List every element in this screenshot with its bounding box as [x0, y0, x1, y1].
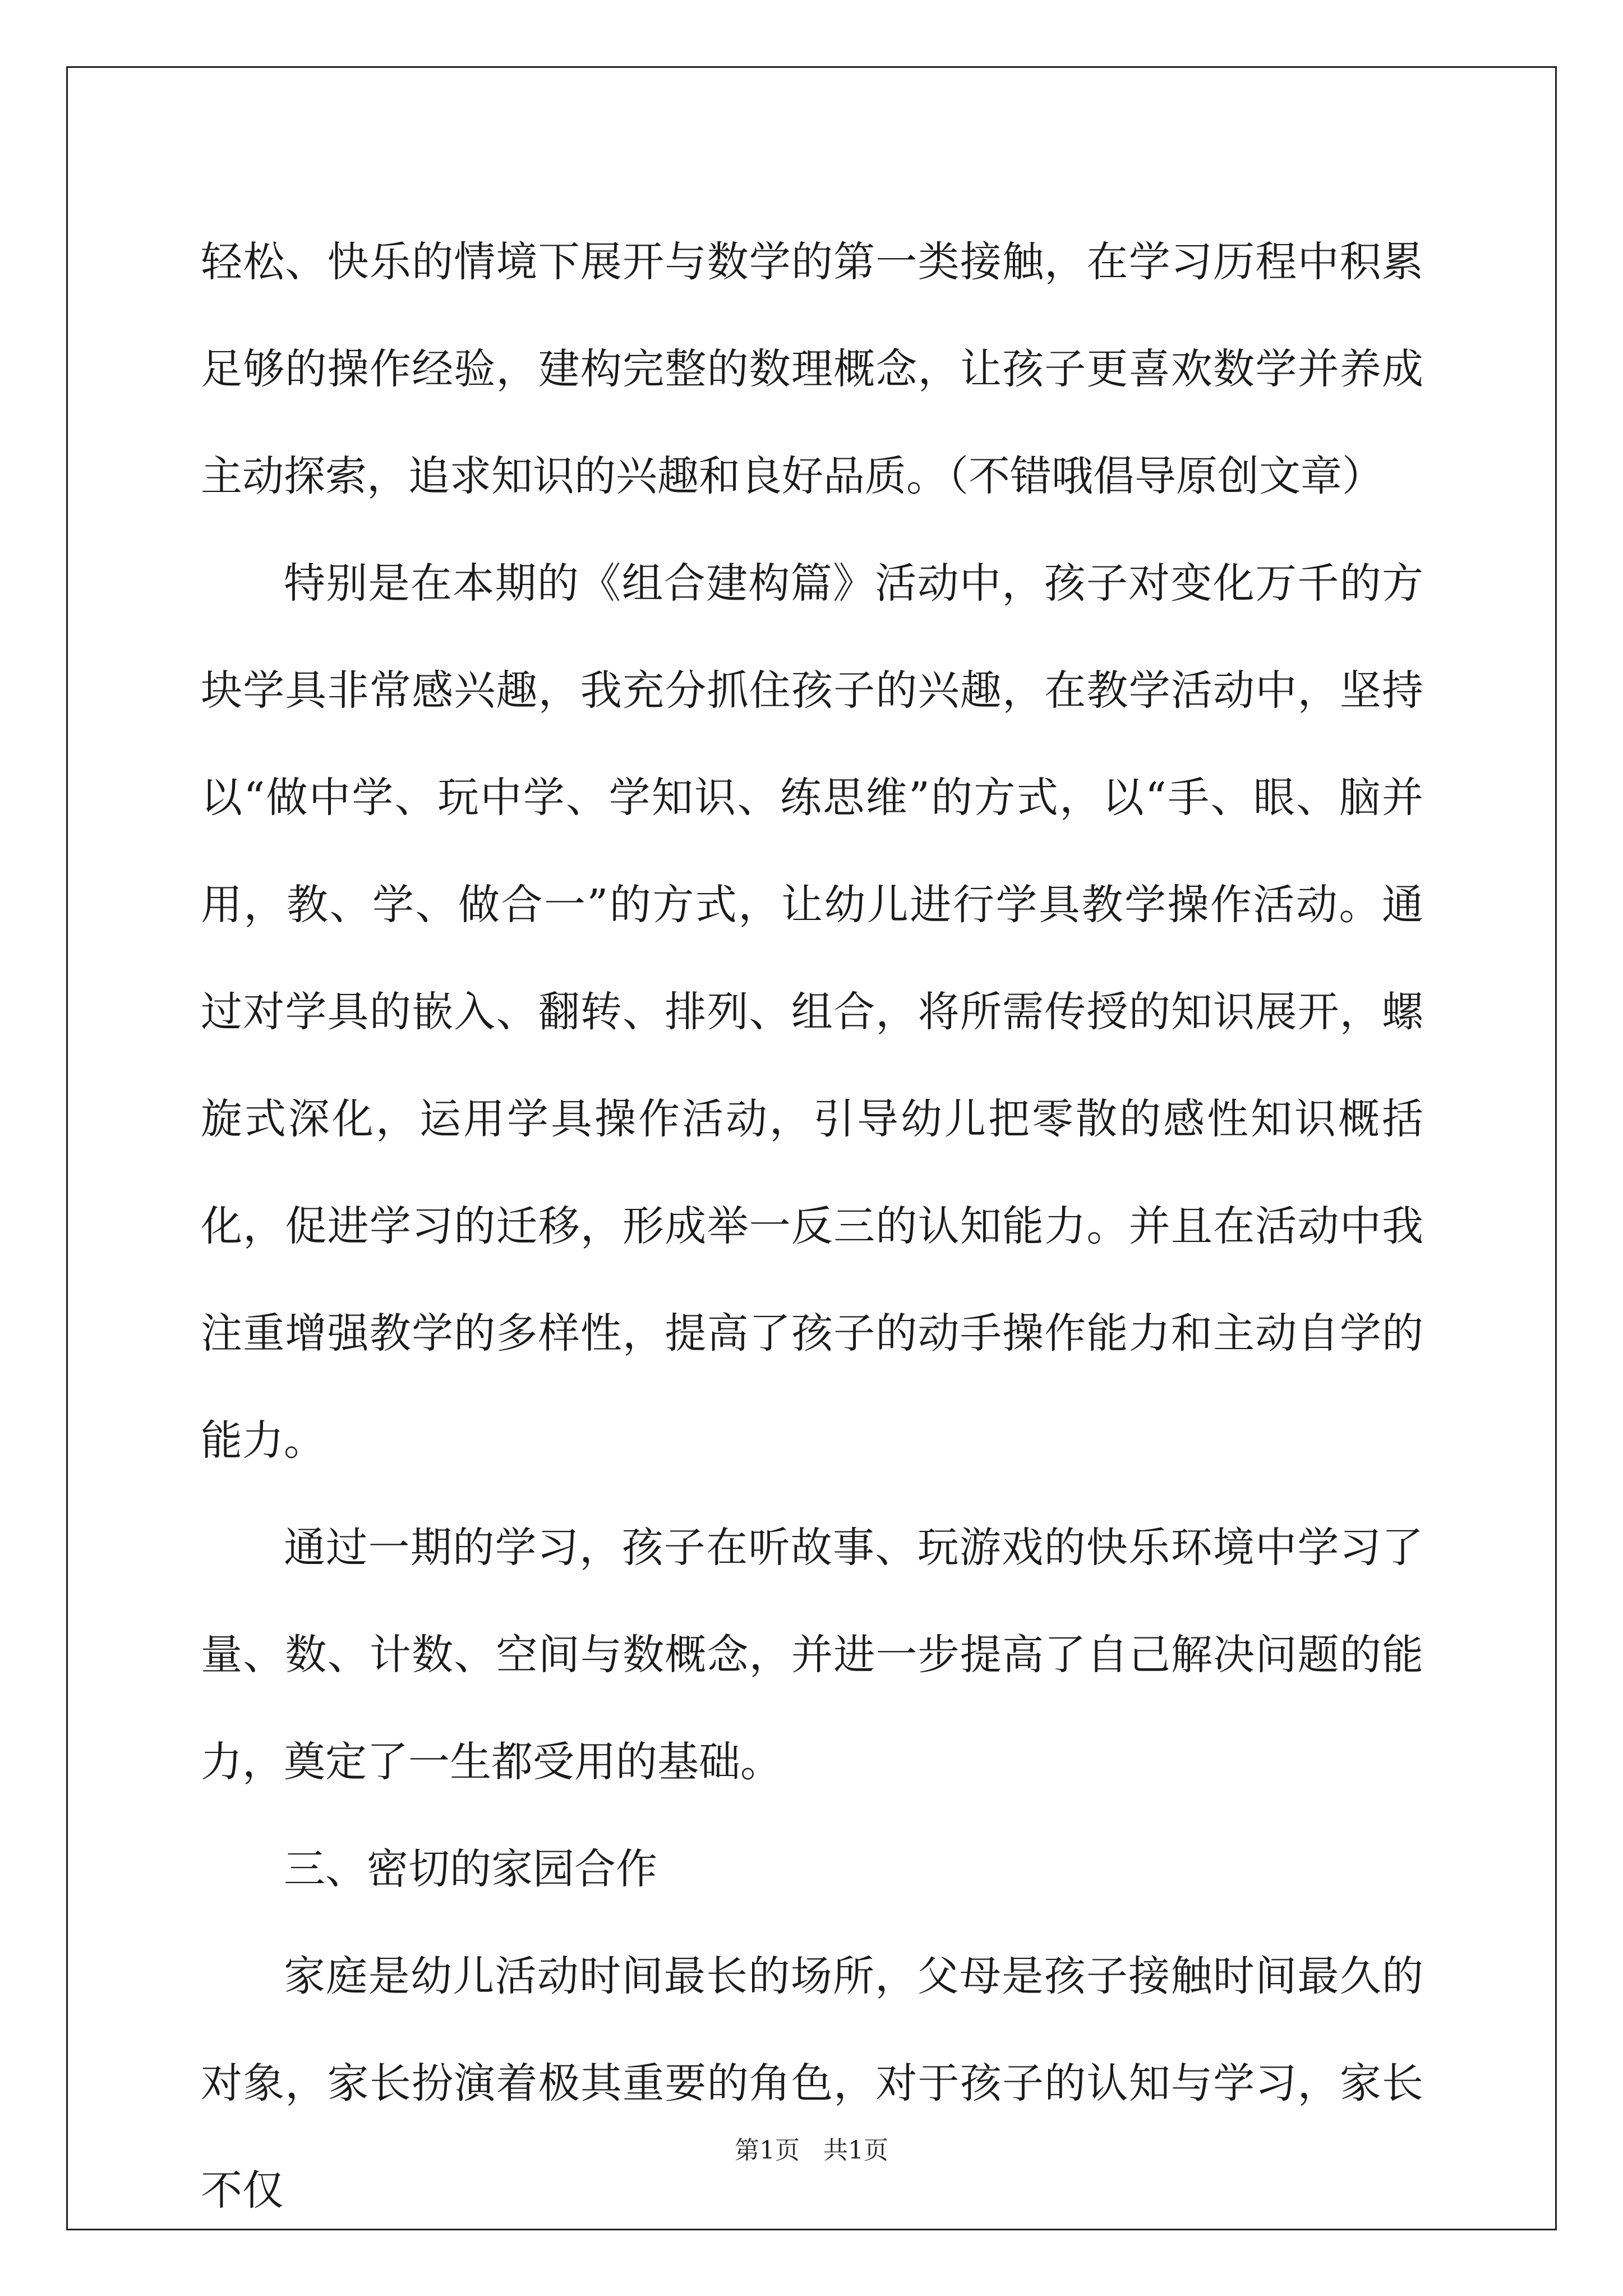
paragraph-combination-construction: 特别是在本期的《组合建构篇》活动中，孩子对变化万千的方块学具非常感兴趣，我充分抓住孩子的兴趣，在教学活动中，坚持以“做中学、玩中学、学知识、练思维”的方式，以“手、眼、脑并用，教、学、做合一”的方式，让幼儿进行学具教学操作活动。通过对学具的嵌入、翻转、排列、组合，将所需传授的知识展开，螺旋式深化，运用学具操作活动，引导幼儿把零散的感性知识概括化，促进学习的迁移，形成举一反三的认知能力。并且在活动中我注重增强教学的多样性，提高了孩子的动手操作能力和主动自学的能力。	[201, 559, 1423, 1465]
paragraph-family: 家庭是幼儿活动时间最长的场所，父母是孩子接触时间最久的对象，家长扮演着极其重要的角色，对于孩子的认知与学习，家长不仅	[201, 1952, 1423, 2215]
section-heading-home-school-cooperation: 三、密切的家园合作	[284, 1845, 657, 1893]
document-body	[201, 209, 1423, 2244]
page-footer: 第1页 共1页	[735, 2136, 888, 2165]
paragraph-semester-learning: 通过一期的学习，孩子在听故事、玩游戏的快乐环境中学习了量、数、计数、空间与数概念，并进一步提高了自己解决问题的能力，奠定了一生都受用的基础。	[201, 1524, 1423, 1786]
paragraph-continuation: 轻松、快乐的情境下展开与数学的第一类接触，在学习历程中积累足够的操作经验，建构完整的数理概念，让孩子更喜欢数学并养成主动探索，追求知识的兴趣和良好品质。（不错哦倡导原创文章）	[201, 238, 1423, 500]
